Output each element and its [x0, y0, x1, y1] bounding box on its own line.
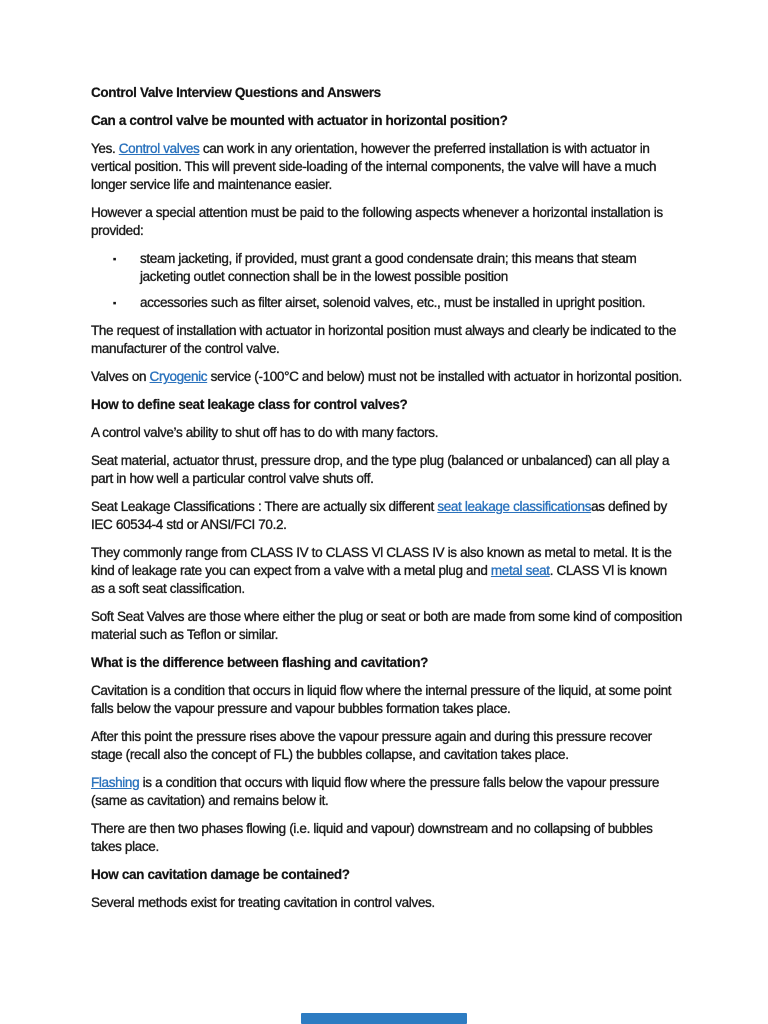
paragraph	[91, 728, 683, 764]
paragraph	[91, 894, 683, 912]
question-heading	[91, 866, 683, 884]
text-run: Can a control valve be mounted with actuator in horizontal position?	[91, 113, 508, 128]
paragraph	[91, 608, 683, 644]
text-run: accessories such as filter airset, solenoid valves, etc., must be installed in upright position.	[140, 295, 646, 310]
question-heading	[91, 654, 683, 672]
paragraph	[91, 682, 683, 718]
text-run: Seat Leakage Classifications : There are actually six different	[91, 499, 438, 514]
bullet-marker-icon: ▪	[113, 254, 116, 264]
text-run: is a condition that occurs with liquid flow where the pressure falls below the vapour pressure (same as cavitation) and remains below it.	[91, 775, 660, 808]
text-run: Several methods exist for treating cavitation in control valves.	[91, 895, 435, 910]
hyperlink[interactable]: Flashing	[91, 775, 140, 790]
question-heading	[91, 396, 683, 414]
hyperlink[interactable]: metal seat	[490, 563, 550, 578]
text-run: service (-100°C and below) must not be installed with actuator in horizontal position.	[207, 369, 682, 384]
text-run: However a special attention must be paid to the following aspects whenever a horizontal installation is provided:	[91, 205, 663, 238]
bullet-item	[113, 250, 683, 286]
text-run: A control valve’s ability to shut off has to do with many factors.	[91, 425, 439, 440]
hyperlink[interactable]: Control valves	[118, 141, 200, 156]
paragraph	[91, 452, 683, 488]
text-run: Seat material, actuator thrust, pressure drop, and the type plug (balanced or unbalanced) can all play a part in how well a particular control valve shuts off.	[91, 453, 670, 486]
text-run: as defined by IEC 60534-4 std or ANSI/FCI 70.2.	[91, 499, 667, 532]
text-run: Valves on	[91, 369, 150, 384]
question-heading	[91, 112, 683, 130]
hyperlink[interactable]: seat leakage classifications	[437, 499, 592, 514]
text-run: can work in any orientation, however the preferred installation is with actuator in vertical position. This will prevent side-loading of the internal components, the valve will have a much longer service life and maintenance easier.	[91, 141, 657, 192]
text-run: What is the difference between flashing and cavitation?	[91, 655, 429, 670]
paragraph	[91, 774, 683, 810]
text-run: They commonly range from CLASS IV to CLASS Vl CLASS IV is also known as metal to metal. It is the kind of leakage rate you can expect from a valve with a metal plug and	[91, 545, 672, 578]
text-run: How can cavitation damage be contained?	[91, 867, 350, 882]
bullet-marker-icon: ▪	[113, 298, 116, 308]
text-run: Soft Seat Valves are those where either the plug or seat or both are made from some kind of composition material such as Teflon or similar.	[91, 609, 683, 642]
bullet-list	[91, 250, 683, 312]
document-title: Control Valve Interview Questions and Answers	[91, 85, 381, 100]
paragraph	[91, 424, 683, 442]
text-run: The request of installation with actuator in horizontal position must always and clearly be indicated to the manufacturer of the control valve.	[91, 323, 677, 356]
text-run: Yes.	[91, 141, 119, 156]
paragraph	[91, 544, 683, 598]
text-run: There are then two phases flowing (i.e. liquid and vapour) downstream and no collapsing of bubbles takes place.	[91, 821, 653, 854]
text-run: Cavitation is a condition that occurs in liquid flow where the internal pressure of the liquid, at some point falls below the vapour pressure and vapour bubbles formation takes place.	[91, 683, 672, 716]
paragraph	[91, 820, 683, 856]
text-run: How to define seat leakage class for control valves?	[91, 397, 408, 412]
paragraph	[91, 498, 683, 534]
document-content	[91, 84, 683, 922]
paragraph	[91, 322, 683, 358]
paragraph	[91, 368, 683, 386]
paragraph	[91, 204, 683, 240]
bullet-text	[140, 294, 683, 312]
bullet-text	[140, 250, 683, 286]
bullet-item	[113, 294, 683, 312]
paragraph	[91, 140, 683, 194]
text-run: steam jacketing, if provided, must grant a good condensate drain; this means that steam jacketing outlet connection shall be in the lowest possible position	[140, 251, 637, 284]
scroll-indicator-bar[interactable]	[301, 1013, 467, 1024]
text-run: After this point the pressure rises above the vapour pressure again and during this pressure recover stage (recall also the concept of FL) the bubbles collapse, and cavitation takes place.	[91, 729, 652, 762]
hyperlink[interactable]: Cryogenic	[149, 369, 208, 384]
text-run: . CLASS Vl is known as a soft seat classification.	[91, 563, 667, 596]
